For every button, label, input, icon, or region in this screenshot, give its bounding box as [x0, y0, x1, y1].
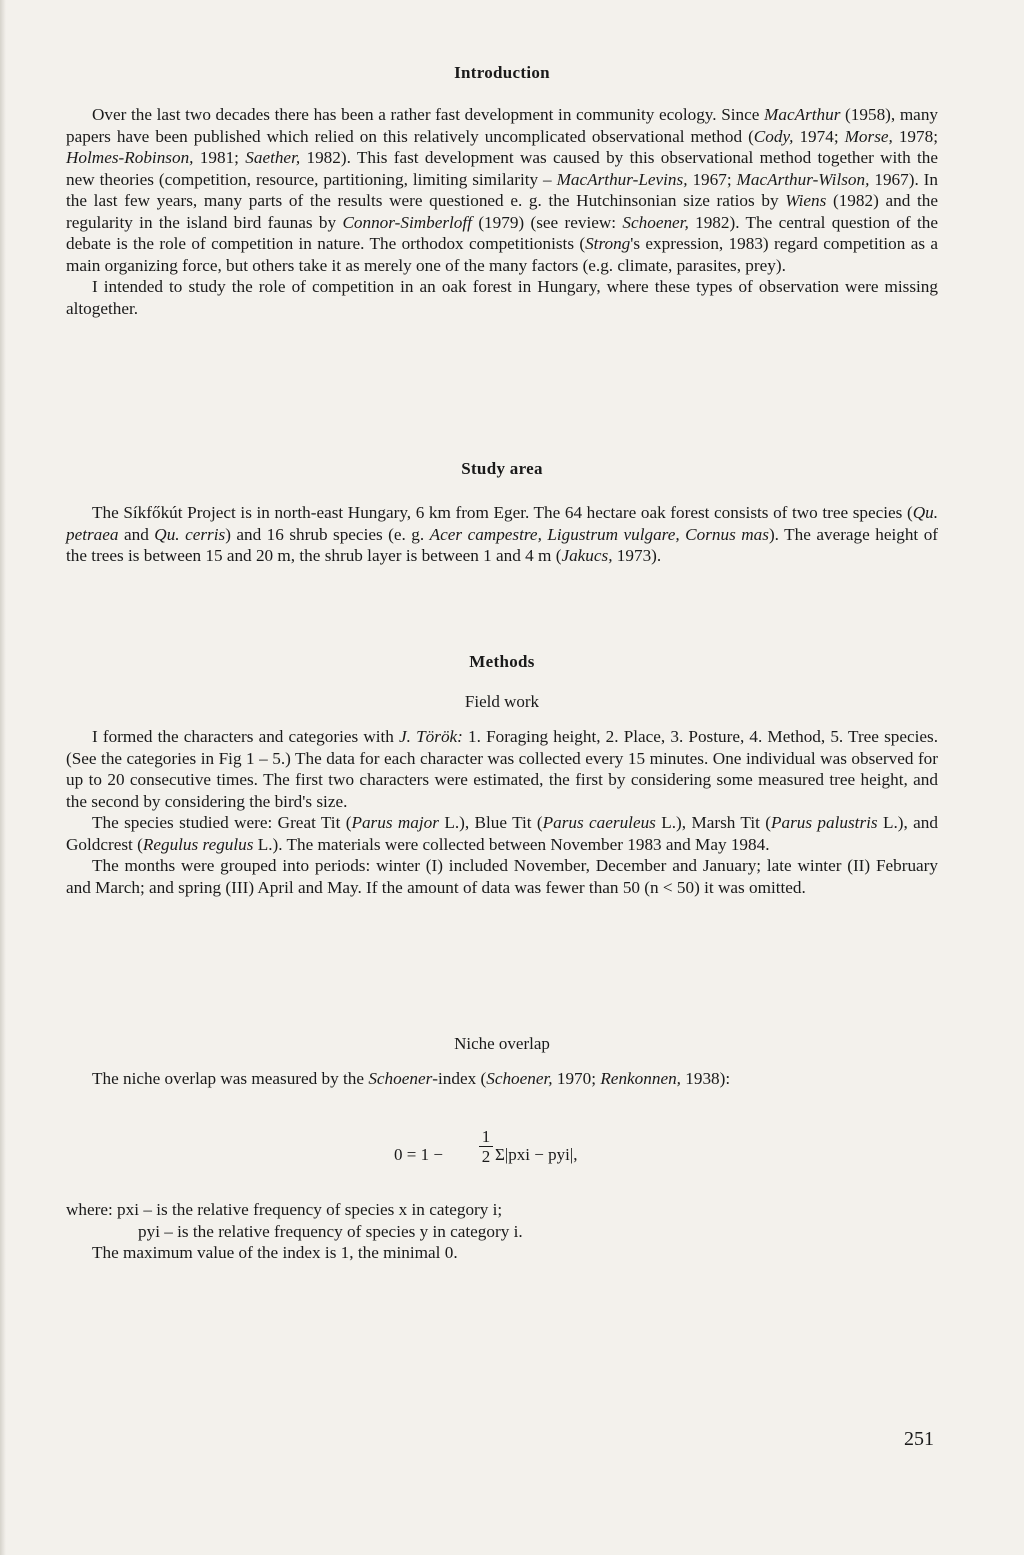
introduction-paragraph-2: I intended to study the role of competition in an oak forest in Hungary, where these types of observation were missing altogether.	[66, 277, 938, 318]
introduction-heading: Introduction	[454, 63, 550, 82]
definition-pxi: where: pxi – is the relative frequency of species x in category i;	[66, 1200, 503, 1219]
field-work-paragraph-2: The species studied were: Great Tit (Parus major L.), Blue Tit (Parus caeruleus L.), Marsh Tit (Parus palustris L.), and Goldcrest (Regulus regulus L.). The materials were collected between November 1983 and May 1984.	[66, 813, 938, 854]
niche-overlap-subheading: Niche overlap	[454, 1034, 550, 1053]
niche-overlap-paragraph: The niche overlap was measured by the Schoener-index (Schoener, 1970; Renkonnen, 1938):	[92, 1069, 731, 1088]
formula-rhs: Σ|pxi − pyi|,	[495, 1145, 578, 1164]
study-area-heading: Study area	[461, 459, 543, 478]
field-work-subheading: Field work	[464, 692, 540, 711]
formula-lhs: 0 = 1 −	[394, 1145, 443, 1164]
formula-denominator: 2	[481, 1147, 491, 1166]
schoener-index-formula	[394, 1128, 654, 1180]
niche-overlap-section	[66, 1033, 938, 1090]
formula-numerator: 1	[481, 1127, 491, 1146]
definition-pyi: pyi – is the relative frequency of species y in category i.	[138, 1221, 523, 1241]
methods-section	[66, 651, 938, 898]
page-number: 251	[904, 1428, 934, 1450]
formula-definitions	[66, 1199, 938, 1264]
formula-fraction	[479, 1128, 493, 1165]
page-edge-shadow	[0, 0, 6, 1555]
methods-heading: Methods	[469, 652, 535, 671]
introduction-section	[66, 62, 938, 319]
index-range-note: The maximum value of the index is 1, the minimal 0.	[92, 1243, 458, 1262]
field-work-paragraph-3: The months were grouped into periods: winter (I) included November, December and January; late winter (II) February and March; and spring (III) April and May. If the amount of data was fewer than 50 (n < 50) it was omitted.	[66, 856, 938, 897]
introduction-paragraph-1: Over the last two decades there has been a rather fast development in community ecology. Since MacArthur (1958), many papers have been published which relied on this relatively uncomplicated observational method (Cody, 1974; Morse, 1978; Holmes-Robinson, 1981; Saether, 1982). This fast development was caused by this observational method together with the new theories (competition, resource, partitioning, limiting similarity – MacArthur-Levins, 1967; MacArthur-Wilson, 1967). In the last few years, many parts of the results were questioned e. g. the Hutchinsonian size ratios by Wiens (1982) and the regularity in the island bird faunas by Connor-Simberloff (1979) (see review: Schoener, 1982). The central question of the debate is the role of competition in nature. The orthodox competitionists (Strong's expression, 1983) regard competition as a main organizing force, but others take it as merely one of the many factors (e.g. climate, parasites, prey).	[66, 105, 939, 275]
field-work-paragraph-1: I formed the characters and categories with J. Török: 1. Foraging height, 2. Place, 3. Posture, 4. Method, 5. Tree species. (See the categories in Fig 1 – 5.) The data for each character was collected every 15 minutes. One individual was observed for up to 20 consecutive times. The first two characters were estimated, the first by considering some measured tree height, and the second by considering the bird's size.	[66, 727, 938, 811]
study-area-paragraph: The Síkfőkút Project is in north-east Hungary, 6 km from Eger. The 64 hectare oak forest consists of two tree species (Qu. petraea and Qu. cerris) and 16 shrub species (e. g. Acer campestre, Ligustrum vulgare, Cornus mas). The average height of the trees is between 15 and 20 m, the shrub layer is between 1 and 4 m (Jakucs, 1973).	[66, 503, 939, 565]
study-area-section	[66, 458, 938, 567]
